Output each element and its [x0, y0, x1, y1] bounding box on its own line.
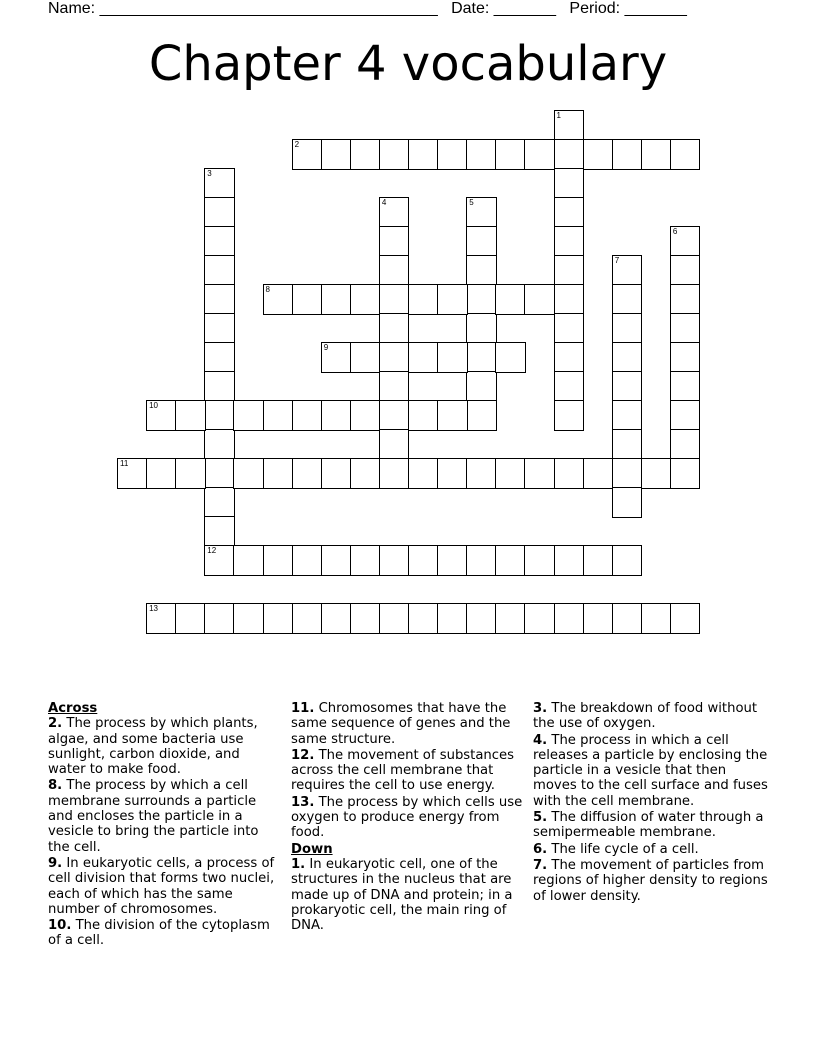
clue-number: 12. — [291, 747, 315, 763]
grid-cell[interactable] — [554, 545, 585, 576]
clue-text: In eukaryotic cell, one of the structures in the nucleus that are made up of DNA and protein; in a prokaryotic cell, the main ring of DNA. — [291, 856, 513, 934]
clue-down-3 — [533, 701, 773, 732]
grid-cell[interactable] — [379, 371, 410, 402]
grid-cell[interactable] — [263, 458, 294, 489]
clue-number: 8. — [48, 778, 63, 794]
grid-cell[interactable] — [612, 313, 643, 344]
clue-number: 10. — [48, 918, 72, 934]
clues-column-3 — [533, 701, 773, 905]
clue-number: 4. — [533, 732, 548, 748]
grid-cell[interactable] — [350, 342, 381, 373]
grid-cell[interactable] — [379, 342, 410, 373]
name-label: Name: — [48, 0, 96, 17]
grid-cell[interactable] — [408, 458, 439, 489]
grid-cell[interactable] — [670, 371, 701, 402]
grid-cell[interactable] — [670, 284, 701, 315]
grid-cell[interactable] — [612, 284, 643, 315]
grid-cell[interactable] — [175, 603, 206, 634]
grid-cell[interactable] — [524, 458, 555, 489]
grid-cell[interactable] — [379, 429, 410, 460]
grid-cell[interactable] — [495, 284, 526, 315]
grid-cell[interactable] — [670, 429, 701, 460]
clue-number-label: 11 — [120, 459, 129, 468]
grid-cell[interactable] — [233, 458, 264, 489]
grid-cell[interactable] — [292, 400, 323, 431]
grid-cell[interactable] — [321, 139, 352, 170]
grid-cell[interactable] — [612, 342, 643, 373]
clue-across-11 — [291, 701, 523, 747]
grid-cell[interactable] — [379, 400, 410, 431]
grid-cell[interactable] — [495, 458, 526, 489]
grid-cell[interactable] — [670, 226, 701, 257]
clue-number: 2. — [48, 716, 63, 732]
grid-cell[interactable] — [670, 139, 701, 170]
grid-cell[interactable] — [670, 603, 701, 634]
grid-cell[interactable] — [379, 197, 410, 228]
grid-cell[interactable] — [466, 226, 497, 257]
clue-text: Chromosomes that have the same sequence of genes and the same structure. — [291, 701, 511, 747]
clue-number-label: 6 — [672, 227, 678, 236]
page-title: Chapter 4 vocabulary — [148, 36, 668, 92]
grid-cell[interactable] — [263, 545, 294, 576]
clue-number: 13. — [291, 794, 315, 810]
clue-number-label: 1 — [556, 111, 561, 120]
grid-cell[interactable] — [524, 284, 555, 315]
clue-down-7 — [533, 858, 773, 904]
period-blank[interactable]: _______ — [624, 0, 687, 17]
clue-text: The movement of substances across the cell membrane that requires the cell to use energy. — [291, 747, 515, 794]
clue-number-label: 7 — [614, 256, 620, 265]
grid-cell[interactable] — [204, 400, 235, 431]
clue-number-label: 2 — [294, 140, 300, 149]
grid-cell[interactable] — [641, 603, 672, 634]
grid-cell[interactable] — [554, 284, 585, 315]
clue-across-8 — [48, 778, 280, 854]
grid-cell[interactable] — [554, 110, 585, 141]
grid-cell[interactable] — [641, 139, 672, 170]
grid-cell[interactable] — [379, 545, 410, 576]
grid-cell[interactable] — [670, 458, 701, 489]
grid-cell[interactable] — [554, 226, 585, 257]
grid-cell[interactable] — [612, 545, 643, 576]
clue-text: The movement of particles from regions of higher density to regions of lower density. — [533, 857, 768, 904]
grid-cell[interactable] — [466, 458, 497, 489]
grid-cell[interactable] — [437, 139, 468, 170]
clue-across-10 — [48, 918, 280, 949]
grid-cell[interactable] — [437, 603, 468, 634]
clue-across-12 — [291, 748, 523, 794]
grid-cell[interactable] — [379, 255, 410, 286]
grid-cell[interactable] — [204, 255, 235, 286]
grid-cell[interactable] — [437, 545, 468, 576]
grid-cell[interactable] — [524, 139, 555, 170]
grid-cell[interactable] — [583, 603, 614, 634]
grid-cell[interactable] — [524, 545, 555, 576]
grid-cell[interactable] — [204, 284, 235, 315]
grid-cell[interactable] — [204, 371, 235, 402]
grid-cell[interactable] — [554, 168, 585, 199]
grid-cell[interactable] — [437, 458, 468, 489]
clue-across-13 — [291, 795, 523, 841]
name-blank[interactable]: ______________________________________ — [99, 0, 438, 17]
clue-number-label: 5 — [469, 198, 474, 207]
clue-down-1 — [291, 857, 523, 933]
grid-cell[interactable] — [292, 603, 323, 634]
clue-text: The process by which cells use oxygen to produce energy from food. — [291, 794, 523, 841]
grid-cell[interactable] — [466, 313, 497, 344]
clue-number: 7. — [533, 857, 548, 873]
grid-cell[interactable] — [408, 545, 439, 576]
clue-number: 6. — [533, 841, 548, 857]
grid-cell[interactable] — [670, 400, 701, 431]
grid-cell[interactable] — [321, 284, 352, 315]
grid-cell[interactable] — [437, 342, 468, 373]
grid-cell[interactable] — [612, 255, 643, 286]
clue-number-label: 4 — [381, 198, 387, 207]
grid-cell[interactable] — [495, 545, 526, 576]
grid-cell[interactable] — [554, 139, 585, 170]
grid-cell[interactable] — [204, 226, 235, 257]
grid-cell[interactable] — [583, 458, 614, 489]
clue-down-6 — [533, 842, 773, 857]
clue-text: The breakdown of food without the use of oxygen. — [533, 701, 758, 732]
grid-cell[interactable] — [292, 545, 323, 576]
grid-cell[interactable] — [641, 458, 672, 489]
clue-text: In eukaryotic cells, a process of cell division that forms two nuclei, each of which has the same number of chromosomes. — [48, 855, 275, 917]
grid-cell[interactable] — [379, 313, 410, 344]
grid-cell[interactable] — [350, 139, 381, 170]
grid-cell[interactable] — [612, 487, 643, 518]
clues-column-2 — [291, 701, 523, 934]
period-label: Period: — [569, 0, 621, 17]
grid-cell[interactable] — [554, 458, 585, 489]
grid-cell[interactable] — [466, 139, 497, 170]
grid-cell[interactable] — [466, 400, 497, 431]
grid-cell[interactable] — [175, 400, 206, 431]
grid-cell[interactable] — [466, 342, 497, 373]
across-heading: Across — [48, 701, 98, 716]
grid-cell[interactable] — [321, 342, 352, 373]
grid-cell[interactable] — [204, 429, 235, 460]
grid-cell[interactable] — [350, 545, 381, 576]
grid-cell[interactable] — [379, 139, 410, 170]
grid-cell[interactable] — [204, 458, 235, 489]
grid-cell[interactable] — [321, 545, 352, 576]
clue-number-label: 10 — [149, 401, 158, 410]
clue-text: The life cycle of a cell. — [551, 841, 699, 857]
down-heading: Down — [291, 841, 333, 857]
grid-cell[interactable] — [466, 371, 497, 402]
grid-cell[interactable] — [670, 313, 701, 344]
grid-cell[interactable] — [379, 603, 410, 634]
grid-cell[interactable] — [350, 400, 381, 431]
grid-cell[interactable] — [408, 139, 439, 170]
grid-cell[interactable] — [612, 603, 643, 634]
clue-down-5 — [533, 810, 773, 841]
grid-cell[interactable] — [379, 226, 410, 257]
grid-cell[interactable] — [612, 400, 643, 431]
grid-cell[interactable] — [408, 284, 439, 315]
grid-cell[interactable] — [292, 458, 323, 489]
clue-across-9 — [48, 856, 280, 917]
grid-cell[interactable] — [146, 603, 177, 634]
grid-cell[interactable] — [350, 603, 381, 634]
clue-number-label: 13 — [149, 604, 158, 613]
clue-number-label: 12 — [207, 546, 217, 555]
grid-cell[interactable] — [146, 458, 177, 489]
grid-cell[interactable] — [466, 603, 497, 634]
grid-cell[interactable] — [495, 603, 526, 634]
grid-cell[interactable] — [321, 458, 352, 489]
grid-cell[interactable] — [321, 400, 352, 431]
clue-text: The diffusion of water through a semipermeable membrane. — [533, 810, 764, 841]
grid-cell[interactable] — [670, 255, 701, 286]
grid-cell[interactable] — [554, 371, 585, 402]
clue-text: The process by which plants, algae, and some bacteria use sunlight, carbon dioxide, and water to make food. — [48, 716, 258, 778]
grid-cell[interactable] — [612, 139, 643, 170]
grid-cell[interactable] — [204, 197, 235, 228]
clues-column-1 — [48, 701, 280, 950]
grid-cell[interactable] — [495, 139, 526, 170]
grid-cell[interactable] — [379, 458, 410, 489]
grid-cell[interactable] — [554, 197, 585, 228]
clue-number-label: 3 — [207, 169, 212, 178]
grid-cell[interactable] — [233, 603, 264, 634]
grid-cell[interactable] — [321, 603, 352, 634]
grid-cell[interactable] — [466, 197, 497, 228]
grid-cell[interactable] — [670, 342, 701, 373]
grid-cell[interactable] — [408, 342, 439, 373]
date-blank[interactable]: _______ — [493, 0, 557, 17]
clue-number-label: 9 — [323, 343, 329, 352]
clue-number: 1. — [291, 856, 306, 872]
grid-cell[interactable] — [612, 429, 643, 460]
grid-cell[interactable] — [204, 603, 235, 634]
grid-cell[interactable] — [204, 545, 235, 576]
grid-cell[interactable] — [263, 400, 294, 431]
clue-number: 9. — [48, 855, 63, 871]
clue-down-4 — [533, 733, 773, 809]
grid-cell[interactable] — [175, 458, 206, 489]
grid-cell[interactable] — [554, 313, 585, 344]
clue-text: The process in which a cell releases a particle by enclosing the particle in a vesicle that then moves to the cell surface and fuses with the cell membrane. — [533, 732, 768, 809]
grid-cell[interactable] — [583, 139, 614, 170]
grid-cell[interactable] — [117, 458, 148, 489]
grid-cell[interactable] — [495, 342, 526, 373]
grid-cell[interactable] — [204, 342, 235, 373]
grid-cell[interactable] — [263, 284, 294, 315]
grid-cell[interactable] — [554, 603, 585, 634]
grid-cell[interactable] — [408, 400, 439, 431]
grid-cell[interactable] — [263, 603, 294, 634]
grid-cell[interactable] — [233, 400, 264, 431]
grid-cell[interactable] — [204, 487, 235, 518]
grid-cell[interactable] — [204, 516, 235, 547]
grid-cell[interactable] — [524, 603, 555, 634]
clue-across-2 — [48, 716, 280, 777]
grid-cell[interactable] — [350, 284, 381, 315]
clue-number: 11. — [291, 701, 315, 716]
date-label: Date: — [451, 0, 490, 17]
grid-cell[interactable] — [233, 545, 264, 576]
clue-number-label: 8 — [265, 285, 270, 294]
grid-cell[interactable] — [204, 168, 235, 199]
grid-cell[interactable] — [437, 400, 468, 431]
grid-cell[interactable] — [612, 458, 643, 489]
grid-cell[interactable] — [146, 400, 177, 431]
grid-cell[interactable] — [350, 458, 381, 489]
grid-cell[interactable] — [554, 400, 585, 431]
grid-cell[interactable] — [466, 284, 497, 315]
grid-cell[interactable] — [408, 603, 439, 634]
grid-cell[interactable] — [204, 313, 235, 344]
grid-cell[interactable] — [466, 255, 497, 286]
grid-cell[interactable] — [612, 371, 643, 402]
clue-text: The process by which a cell membrane surrounds a particle and encloses the particle in a vesicle to bring the particle into the cell. — [48, 778, 259, 855]
clue-text: The division of the cytoplasm of a cell. — [48, 918, 270, 949]
grid-cell[interactable] — [466, 545, 497, 576]
grid-cell[interactable] — [554, 255, 585, 286]
grid-cell[interactable] — [292, 139, 323, 170]
clue-number: 5. — [533, 810, 548, 826]
grid-cell[interactable] — [292, 284, 323, 315]
grid-cell[interactable] — [437, 284, 468, 315]
grid-cell[interactable] — [554, 342, 585, 373]
grid-cell[interactable] — [583, 545, 614, 576]
grid-cell[interactable] — [379, 284, 410, 315]
clue-number: 3. — [533, 701, 548, 716]
